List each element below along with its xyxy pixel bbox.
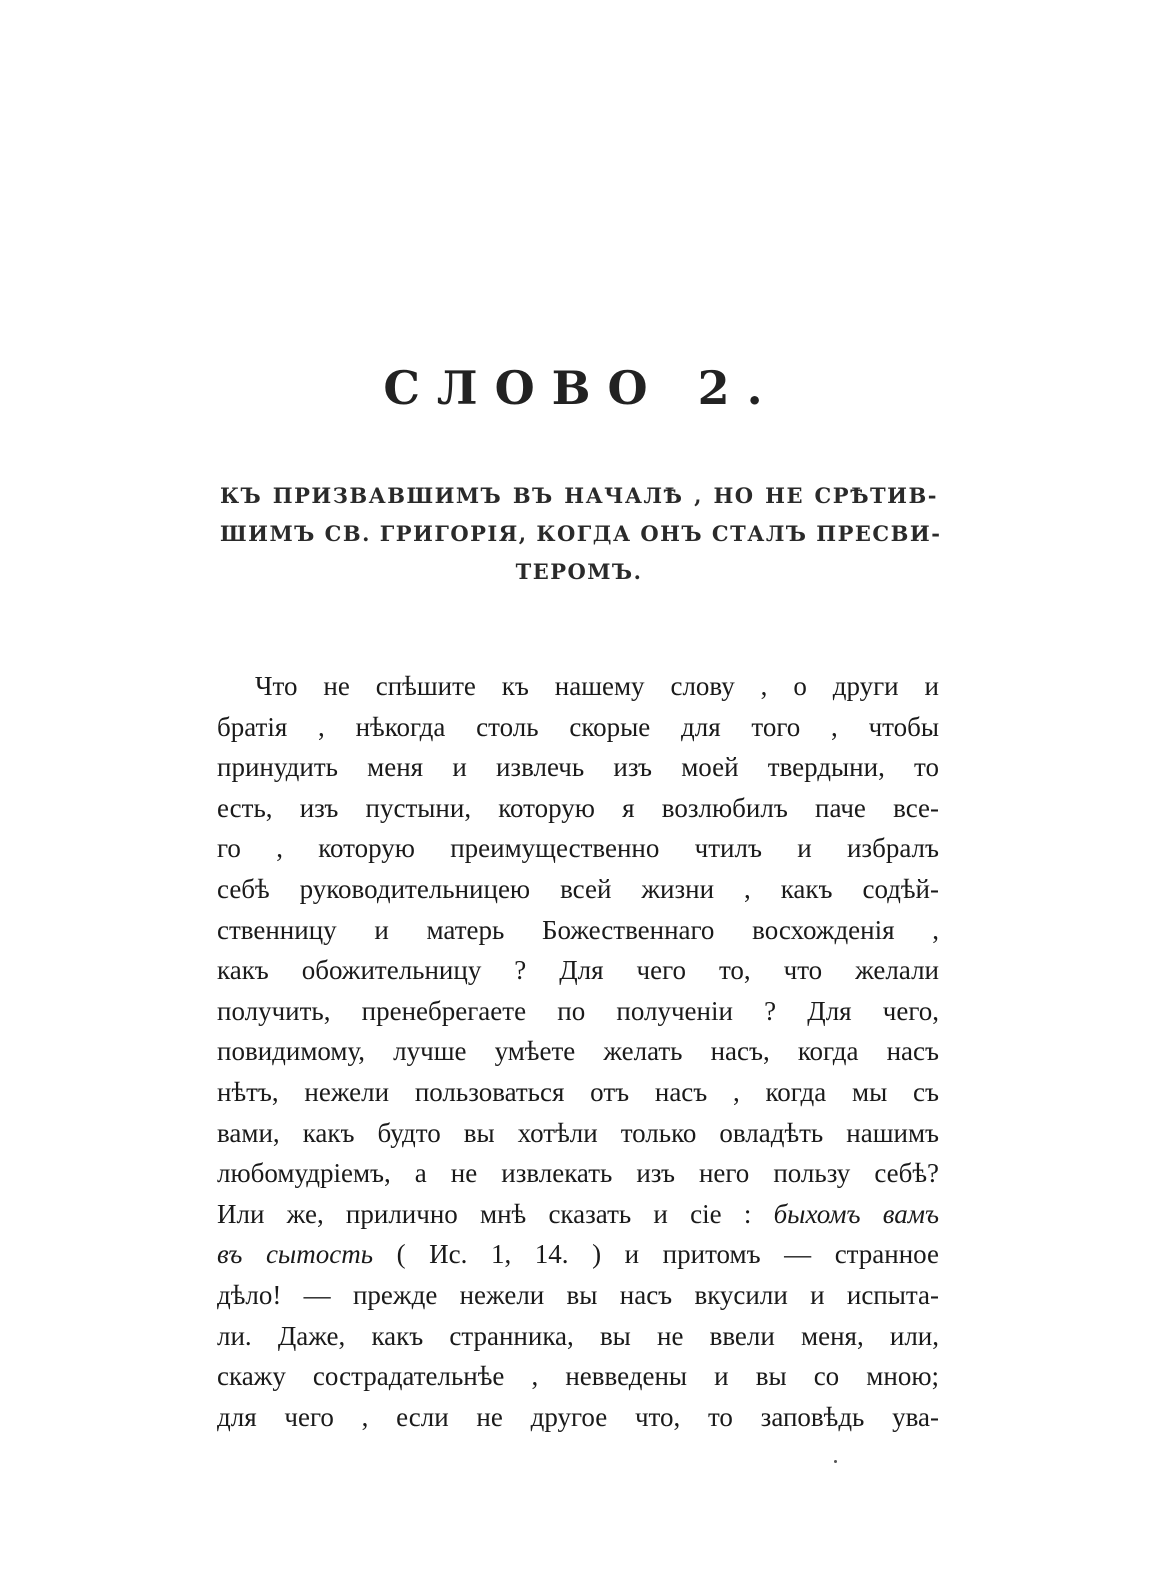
subtitle-line: КЪ ПРИЗВАВШИМЪ ВЪ НАЧАЛѢ , НО НЕ СРѢТИВ- [220, 483, 938, 508]
body-line: есть, изъ пустыни, которую я возлюбилъ паче все- [217, 792, 939, 823]
print-speck [834, 1460, 837, 1463]
body-line: любомудріемъ, а не извлекать изъ него пользу себѣ? [217, 1158, 939, 1189]
subtitle-block [220, 477, 942, 591]
body-line: для чего , если не другое что, то заповѣдь ува- [217, 1401, 939, 1432]
body-line: вами, какъ будто вы хотѣли только овладѣть нашимъ [217, 1117, 939, 1148]
page-title: СЛОВО 2. [383, 361, 780, 415]
body-line: Что не спѣшите къ нашему слову , о други и [255, 671, 939, 701]
scripture-quote: въ сытость [217, 1239, 373, 1270]
body-line: получить, пренебрегаете по полученіи ? Для чего, [217, 995, 939, 1026]
body-line: какъ обожительницу ? Для чего то, что желали [217, 955, 939, 986]
body-line: повидимому, лучше умѣете желать насъ, когда насъ [217, 1036, 939, 1067]
body-line: ли. Даже, какъ странника, вы не ввели меня, или, [217, 1320, 939, 1351]
body-line: дѣло! — прежде нежели вы насъ вкусили и испыта- [217, 1279, 939, 1310]
body-line: скажу сострадательнѣе , невведены и вы со мною; [217, 1361, 939, 1392]
body-line: себѣ руководительницею всей жизни , какъ содѣй- [217, 873, 939, 904]
body-line: го , которую преимущественно чтилъ и избралъ [217, 833, 939, 864]
body-line: ственницу и матерь Божественнаго восхожденія , [217, 914, 939, 945]
subtitle-line: ТЕРОМЪ. [515, 559, 643, 584]
body-line: братія , нѣкогда столь скорые для того , чтобы [217, 711, 939, 742]
subtitle-line: ШИМЪ СВ. ГРИГОРІЯ, КОГДА ОНЪ СТАЛЪ ПРЕСВИ- [220, 521, 942, 546]
body-line: принудить меня и извлечь изъ моей твердыни, то [217, 752, 939, 783]
body-line-segment: ( Ис. 1, 14. ) и притомъ — странное [396, 1239, 940, 1270]
body-line-with-quote [217, 1194, 939, 1235]
scripture-quote: быхомъ вамъ [773, 1198, 939, 1229]
body-line-with-quote [217, 1234, 939, 1275]
body-text [217, 666, 939, 1437]
body-line: нѣтъ, нежели пользоваться отъ насъ , когда мы съ [217, 1076, 939, 1107]
body-line-segment: Или же, прилично мнѣ сказать и сіе : [217, 1198, 752, 1229]
